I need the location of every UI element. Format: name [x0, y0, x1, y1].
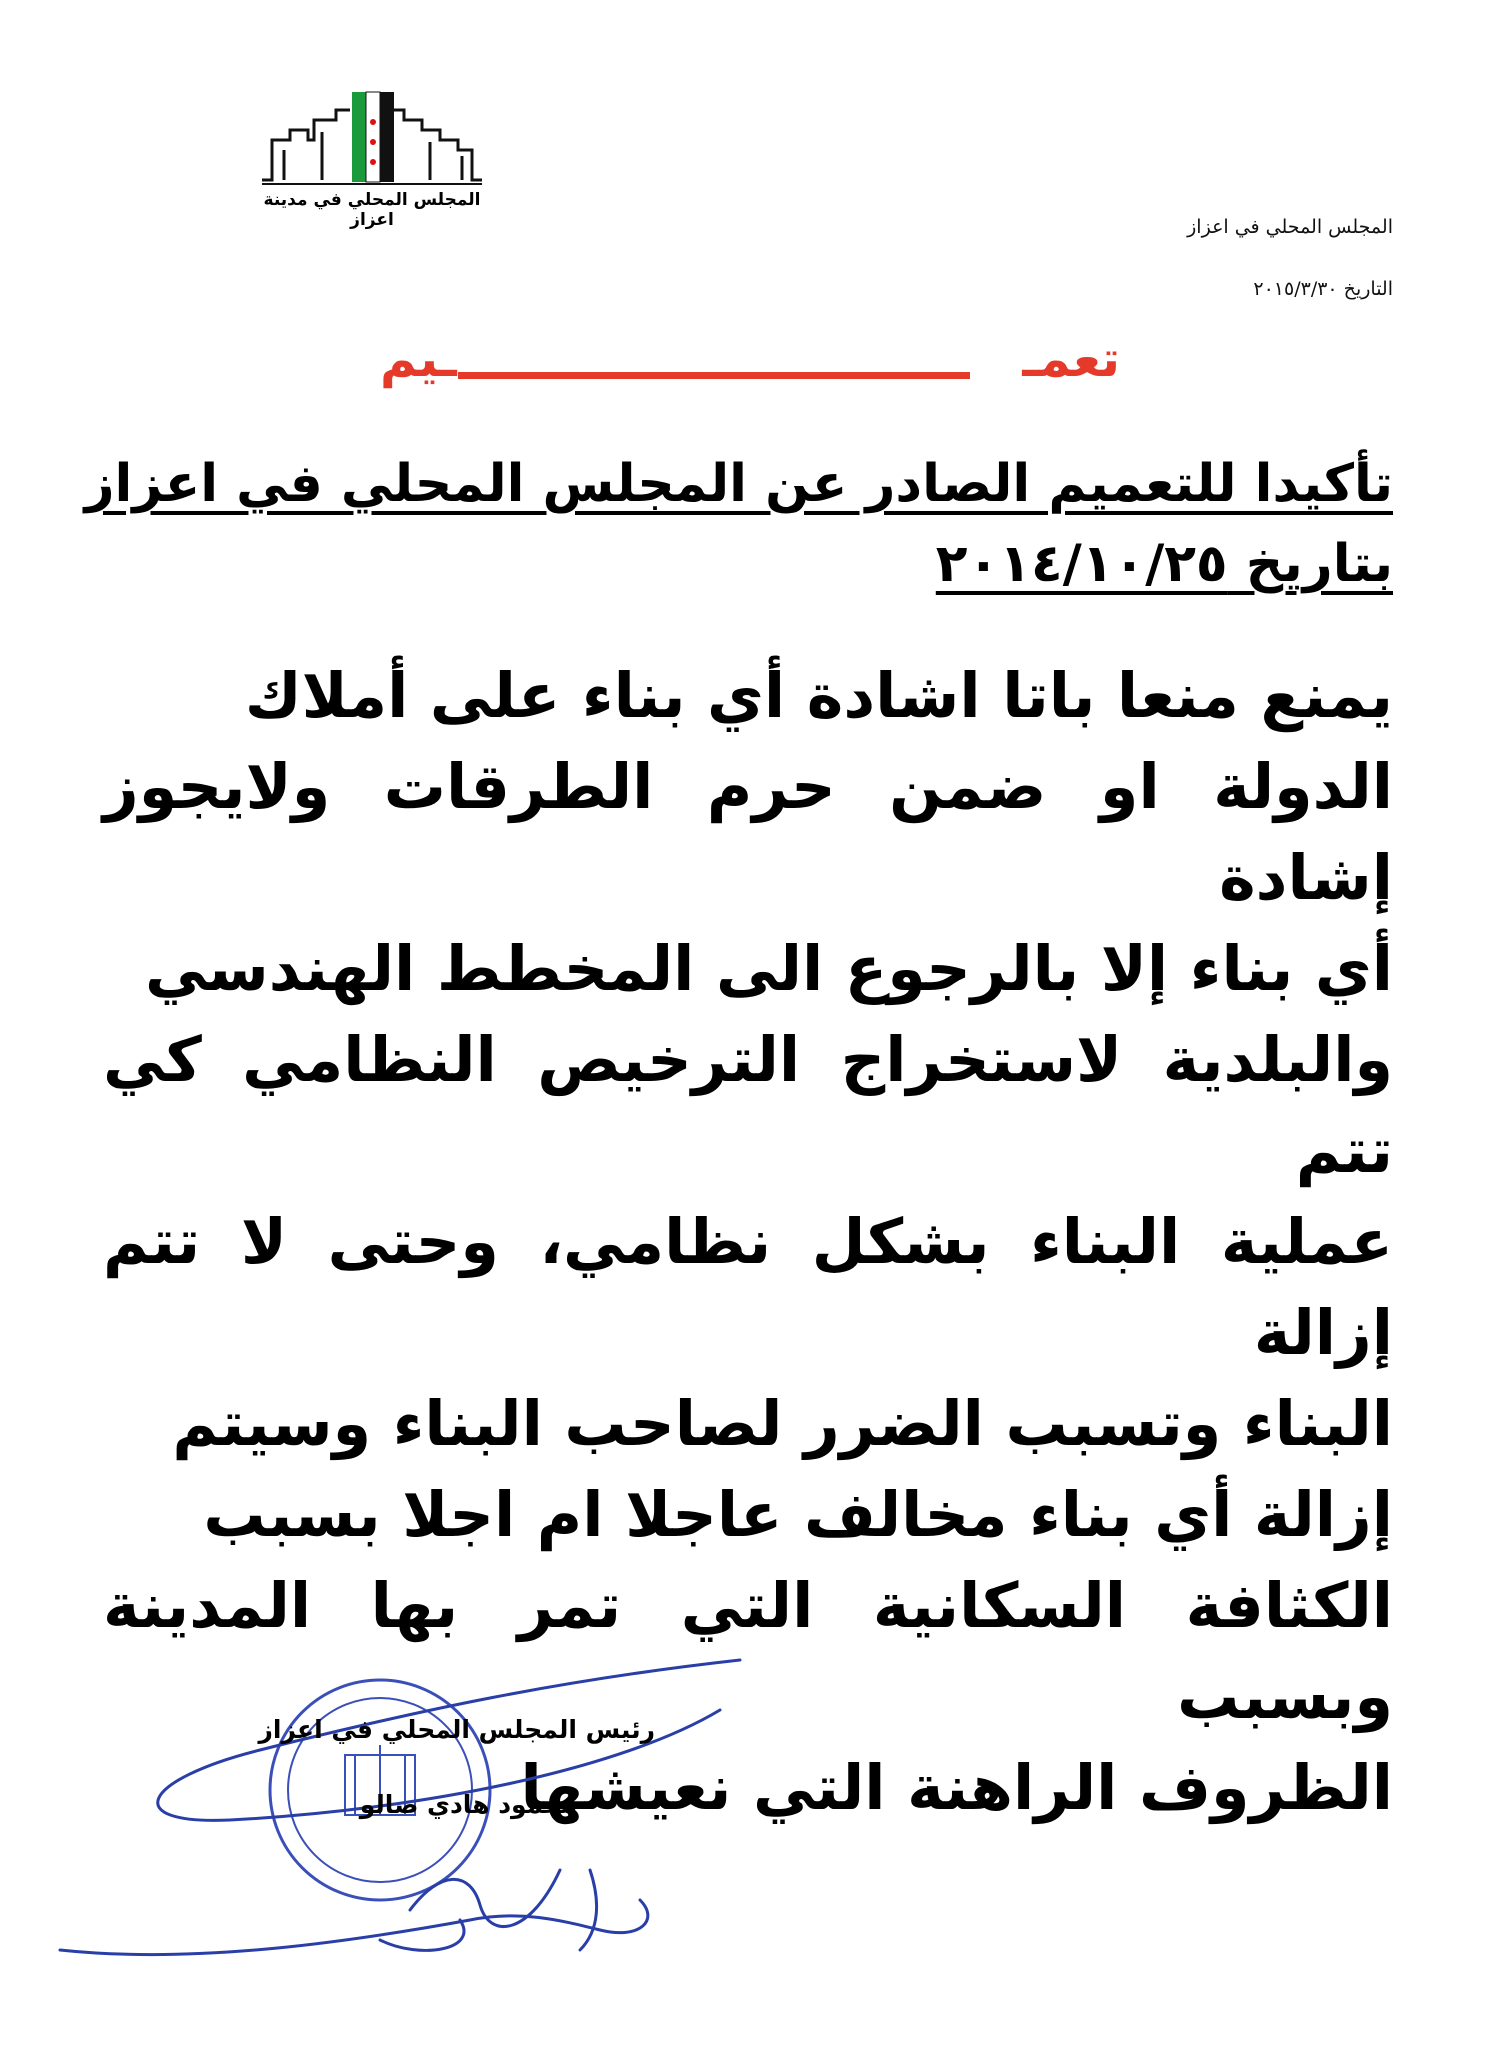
body-line: الظروف الراهنة التي نعيشها	[520, 1751, 1393, 1824]
body-line: والبلدية لاستخراج الترخيص النظامي كي تتم	[103, 1023, 1393, 1187]
document-date: التاريخ ٢٠١٥/٣/٣٠	[1253, 278, 1393, 300]
signature-title: رئيس المجلس المحلي في اعزاز	[258, 1715, 655, 1744]
body-line: البناء وتسبب الضرر لصاحب البناء وسيتم	[172, 1387, 1393, 1460]
logo-caption: المجلس المحلي في مدينة اعزاز	[263, 190, 481, 230]
signatory-name: محمود هادي صالو	[359, 1790, 577, 1819]
announcement-title-end: ـيم	[380, 330, 457, 388]
announcement-title-start: تعمـ	[1022, 330, 1120, 388]
body-line: عملية البناء بشكل نظامي، وحتى لا تتم إزالة	[103, 1205, 1393, 1369]
body-line: يمنع منعا باتا اشادة أي بناء على أملاك	[244, 659, 1393, 732]
kashida-stroke	[458, 372, 970, 379]
body-line: الكثافة السكانية التي تمر بها المدينة وبسبب	[103, 1569, 1393, 1733]
subtitle-line-1: تأكيدا للتعميم الصادر عن المجلس المحلي في اعزاز	[84, 454, 1393, 514]
body-line: الدولة او ضمن حرم الطرقات ولايجوز إشادة	[103, 750, 1393, 914]
body-line: إزالة أي بناء مخالف عاجلا ام اجلا بسبب	[203, 1478, 1393, 1551]
announcement-title	[380, 330, 1120, 390]
flag-tower-icon	[352, 92, 394, 182]
subtitle-line-2: بتاريخ ٢٠١٤/١٠/٢٥	[935, 534, 1393, 594]
council-name: المجلس المحلي في اعزاز	[1187, 216, 1393, 238]
body-line: أي بناء إلا بالرجوع الى المخطط الهندسي	[145, 932, 1393, 1005]
signature-area	[0, 1620, 1489, 2048]
